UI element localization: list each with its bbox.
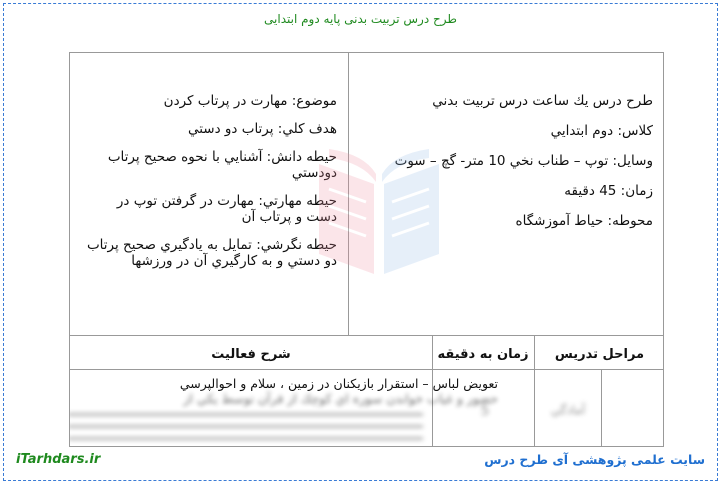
duration-value: 5 <box>480 403 490 419</box>
document-page <box>3 3 718 481</box>
skill-domain: حيطه مهارتي: مهارت در گرفتن توپ در دست و پرتاب آن <box>116 193 337 225</box>
lesson-time: زمان: 45 دقيقه <box>564 183 653 199</box>
lesson-class: كلاس: دوم ابتدايي <box>550 123 653 139</box>
site-domain[interactable]: iTarhdars.ir <box>16 452 101 467</box>
general-goal: هدف كلي: پرتاب دو دستي <box>187 121 337 137</box>
activity-line-1: تعويض لباس – استقرار بازيكنان در زمين ، سلام و احوالپرسي <box>179 376 498 391</box>
stages-header: مراحل تدريس <box>554 347 645 362</box>
blurred-activity-text <box>69 413 423 443</box>
header-row-top-border <box>70 335 664 336</box>
page-title: طرح درس تربیت بدنی پایه دوم ابتدایی <box>264 12 457 26</box>
knowledge-domain: حيطه دانش: آشنايي با نحوه صحيح پرتاب دودستي <box>107 149 337 181</box>
lesson-title: طرح درس يك ساعت درس تربيت بدني <box>432 93 653 109</box>
top-column-divider <box>348 53 349 335</box>
stage-label: آمادگي <box>550 403 586 417</box>
lesson-plan-table <box>69 52 664 447</box>
lesson-location: محوطه: حياط آموزشگاه <box>515 213 653 229</box>
lesson-info-cell <box>388 93 653 243</box>
lesson-topic: موضوع: مهارت در پرتاب كردن <box>163 93 337 109</box>
objectives-cell <box>85 93 337 281</box>
site-title: سایت علمی پژوهشی آی طرح درس <box>484 452 705 467</box>
stage-subcolumn-divider <box>601 369 602 447</box>
duration-header: زمان به دقيقه <box>437 347 529 362</box>
activity-header: شرح فعاليت <box>211 347 291 362</box>
lesson-tools: وسايل: توپ – طناب نخي 10 متر- گچ – سوت <box>394 153 653 169</box>
activity-line-2: حضور و غياب خواندن سوره اي كوچك از قرآن توسط يكي از <box>183 391 498 406</box>
activity-description <box>70 376 498 406</box>
header-row-bottom-border <box>70 369 664 370</box>
attitude-domain: حيطه نگرشي: تمايل به يادگيري صحيح پرتاب دو دستي و به كارگيري آن در ورزشها <box>86 237 337 269</box>
